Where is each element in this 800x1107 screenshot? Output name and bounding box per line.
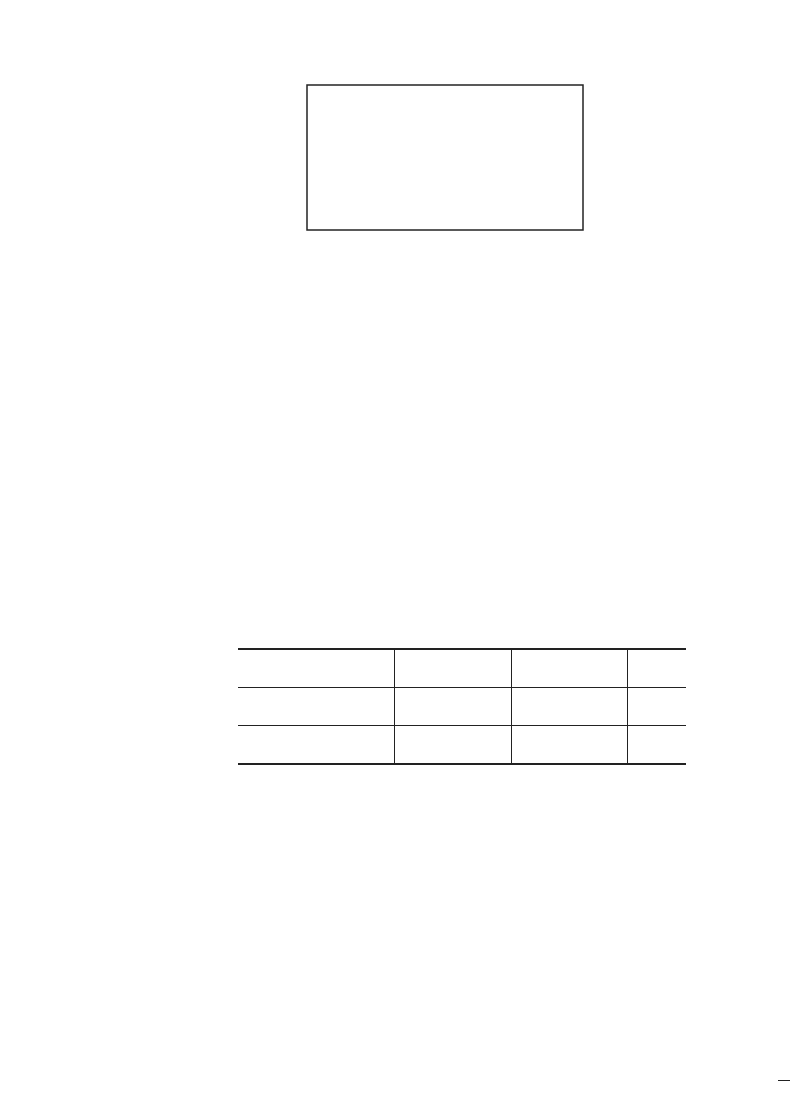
table-header-cell	[238, 649, 395, 688]
table-cell	[511, 726, 628, 765]
table-cell	[511, 688, 628, 726]
table-cell	[238, 688, 395, 726]
table-header-cell	[628, 649, 686, 688]
table-cell	[395, 688, 512, 726]
table-row	[238, 726, 686, 765]
shapes-frame	[307, 85, 583, 230]
table-cell	[395, 726, 512, 765]
table-header-cell	[395, 649, 512, 688]
table-row	[238, 688, 686, 726]
table-header-cell	[511, 649, 628, 688]
table-cell	[628, 688, 686, 726]
table-cell	[628, 726, 686, 765]
vote-result-table	[238, 648, 686, 765]
page-edge-mark	[778, 1080, 790, 1081]
table-cell	[238, 726, 395, 765]
table-header-row	[238, 649, 686, 688]
